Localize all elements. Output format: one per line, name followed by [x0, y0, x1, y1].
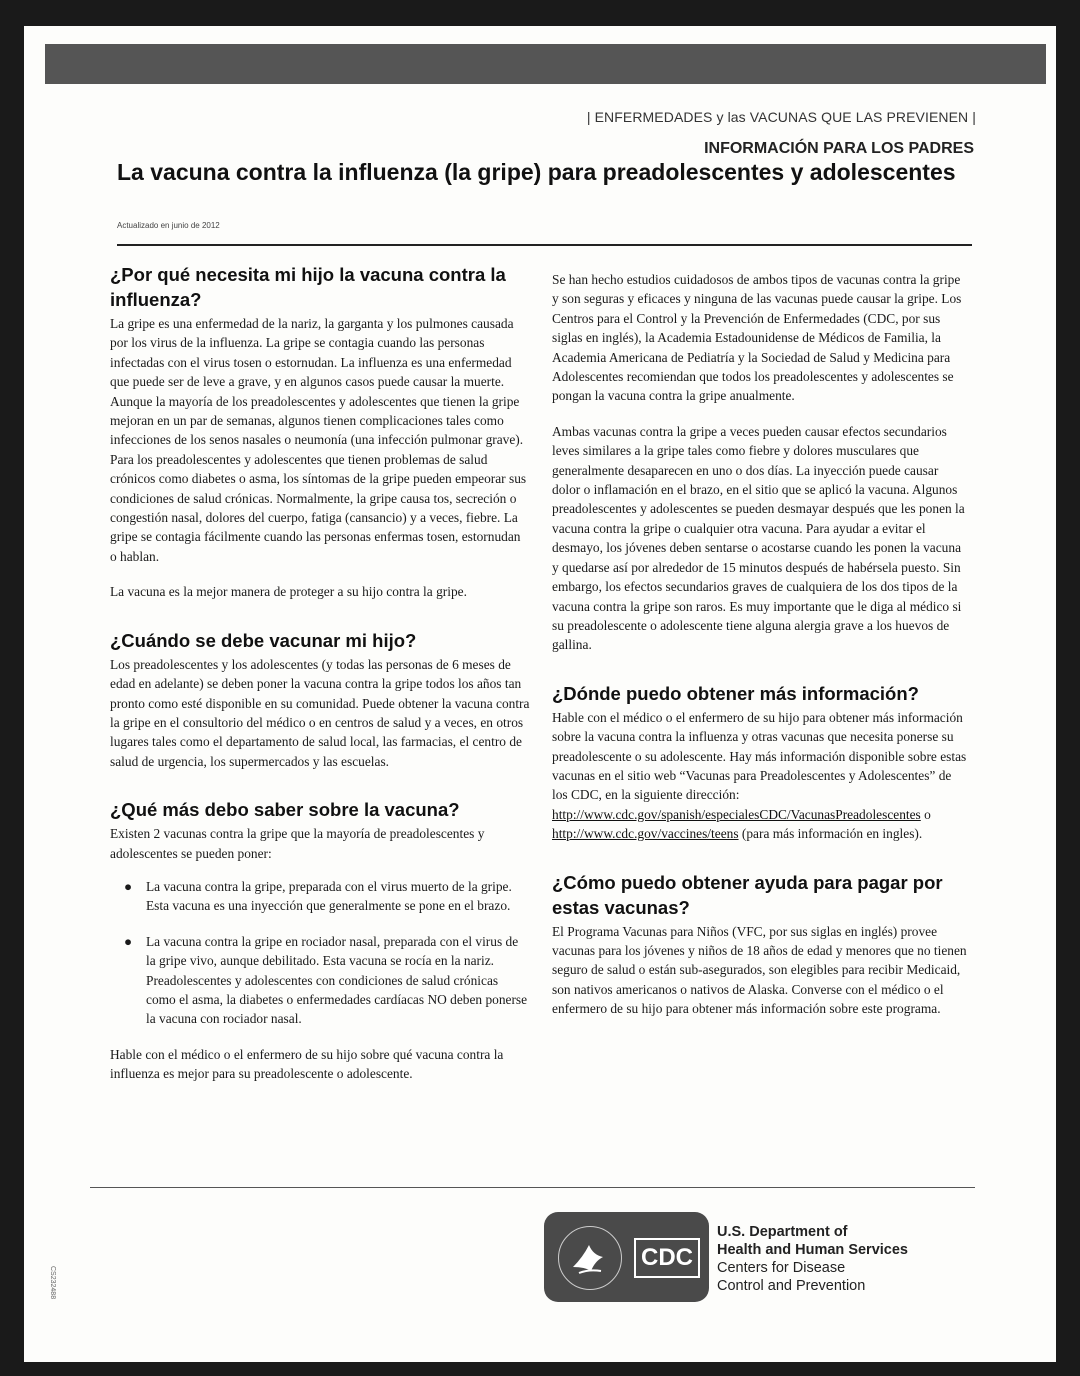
audience-label: INFORMACIÓN PARA LOS PADRES	[704, 140, 974, 157]
bullet-icon: ●	[124, 878, 133, 894]
cdc-spanish-link[interactable]: http://www.cdc.gov/spanish/especialesCDC/VacunasPreadolescentes	[552, 806, 921, 822]
paragraph: Los preadolescentes y los adolescentes (y todas las personas de 6 meses de edad en adelante) se deben poner la vacuna contra la gripe todos los años tan pronto como esté disponible en su comunidad. Puede obtener la vacuna contra la gripe en el consultorio del médico o en centros de salud y a veces, en otros lugares tales como el departamento de salud local, las farmacias, el centro de salud de urgencia, los supermercados y las escuelas.	[110, 656, 530, 769]
section-heading-more-info: ¿Dónde puedo obtener más información?	[552, 682, 919, 704]
paragraph: Se han hecho estudios cuidadosos de ambos tipos de vacunas contra la gripe y son seguras y eficaces y ninguna de las vacunas puede causar la gripe. Los Centros para el Control y la Prevención de Enfermedades (CDC, por sus siglas en inglés), la Academia Estadounidense de Médicos de Familia, la Academia Americana de Pediatría y la Sociedad de Salud y Medicina para Adolescentes recomiendan que todos los preadolescentes y adolescentes se pongan la vacuna contra la gripe anualmente.	[552, 272, 962, 404]
section-heading-when: ¿Cuándo se debe vacunar mi hijo?	[110, 629, 417, 651]
right-column	[552, 262, 967, 1019]
paragraph: Ambas vacunas contra la gripe a veces pueden causar efectos secundarios leves similares a la gripe tales como fiebre y dolores musculares que generalmente desaparecen en uno o dos días. La inyección puede causar dolor o inflamación en el brazo, en el sitio que se aplicó la vacuna. Algunos preadolescentes y adolescentes se pueden desmayar después que les ponen la vacuna contra la gripe o cualquier otra vacuna. Para ayudar a evitar el desmayo, los jóvenes deben sentarse o acostarse cuando les ponen la vacuna y quedarse así por alrededor de 15 minutos después de habérsela puesto. Sin embargo, los efectos secundarios graves de cualquiera de los dos tipos de la vacuna contra la gripe son raros. Es muy importante que le diga al médico si su preadolescente o adolescente tiene alguna alergia grave a los huevos de gallina.	[552, 423, 965, 653]
section-heading-payment: ¿Cómo puedo obtener ayuda para pagar por estas vacunas?	[552, 871, 943, 918]
bullet-icon: ●	[124, 933, 133, 949]
hhs-eagle-icon	[558, 1226, 622, 1290]
hhs-cdc-logo	[544, 1212, 709, 1302]
paragraph: La vacuna es la mejor manera de proteger a su hijo contra la gripe.	[110, 584, 467, 600]
paragraph: La gripe es una enfermedad de la nariz, la garganta y los pulmones causada por los virus de la influenza. La gripe se contagia cuando las personas infectadas con el virus tosen o estornudan. La influenza es una enfermedad que puede ser de leve a grave, y en algunos casos puede causar la muerte. Aunque la mayoría de los preadolescentes y adolescentes que tienen la gripe mejoran en un par de semanas, algunos tienen complicaciones tales como infecciones de los senos nasales o neumonía (una infección pulmonar grave). Para los preadolescentes y adolescentes que tienen problemas de salud crónicos como diabetes o asma, los síntomas de la gripe pueden empeorar sus condiciones de salud crónicas. Normalmente, la gripe causa tos, secreción o congestión nasal, dolores del cuerpo, fatiga (cansancio) y a veces, fiebre. La gripe se contagia fácilmente cuando las personas enfermas tosen, estornudan o hablan.	[110, 316, 527, 564]
list-item: ● La vacuna contra la gripe en rociador nasal, preparada con el virus de la gripe vivo, aunque debilitado. Esta vacuna se rocía en la nariz. Preadolescentes y adolescentes con condiciones de salud crónicas como el asma, la diabetes o enfermedades cardíacas NO deben ponerse la vacuna con rociador nasal.	[124, 933, 528, 1027]
series-label: | ENFERMEDADES y las VACUNAS QUE LAS PREVIENEN |	[586, 109, 976, 125]
paragraph-more-info: Hable con el médico o el enfermero de su hijo para obtener más información sobre la vacuna contra la influenza y otras vacunas que necesita ponerse su preadolescente o su adolescente. Hay más información disponible sobre estas vacunas en el sitio web “Vacunas para Preadolescentes y Adolescentes” de los CDC, en la siguiente dirección: http://www.cdc.gov/spanish/especialesCDC/VacunasPreadolescentes o http://www.cdc.gov/vaccines/teens (para más información en ingles).	[552, 709, 967, 842]
document-code: CS232488	[49, 1266, 56, 1300]
paragraph: Existen 2 vacunas contra la gripe que la mayoría de preadolescentes y adolescentes se pueden poner:	[110, 826, 485, 861]
header-bar	[45, 44, 1046, 84]
section-heading-why: ¿Por qué necesita mi hijo la vacuna contra la influenza?	[110, 264, 506, 310]
list-item: ● La vacuna contra la gripe, preparada con el virus muerto de la gripe. Esta vacuna es una inyección que generalmente se pone en el brazo.	[124, 878, 512, 914]
header-divider	[117, 244, 972, 246]
vaccine-list	[110, 877, 530, 1029]
left-column	[110, 262, 530, 1084]
document-page	[24, 26, 1056, 1362]
paragraph: Hable con el médico o el enfermero de su hijo sobre qué vacuna contra la influenza es mejor para su preadolescente o adolescente.	[110, 1046, 504, 1082]
paragraph: El Programa Vacunas para Niños (VFC, por sus siglas en inglés) provee vacunas para los jóvenes y niños de 18 años de edad y menores que no tienen seguro de salud o están sub-asegurados, son elegibles para recibir Medicaid, son nativos americanos o nativos de Alaska. Converse con el médico o el enfermero de su hijo para obtener más información sobre este programa.	[552, 923, 967, 1017]
footer-divider	[90, 1187, 975, 1188]
page-title: La vacuna contra la influenza (la gripe) para preadolescentes y adolescentes	[117, 159, 956, 185]
agency-name: U.S. Department of Health and Human Services Centers for Disease Control and Prevention	[717, 1224, 908, 1294]
section-heading-what-else: ¿Qué más debo saber sobre la vacuna?	[110, 799, 460, 821]
cdc-wordmark: CDC	[634, 1238, 700, 1278]
updated-date: Actualizado en junio de 2012	[117, 221, 220, 230]
cdc-teens-link[interactable]: http://www.cdc.gov/vaccines/teens	[552, 826, 739, 842]
